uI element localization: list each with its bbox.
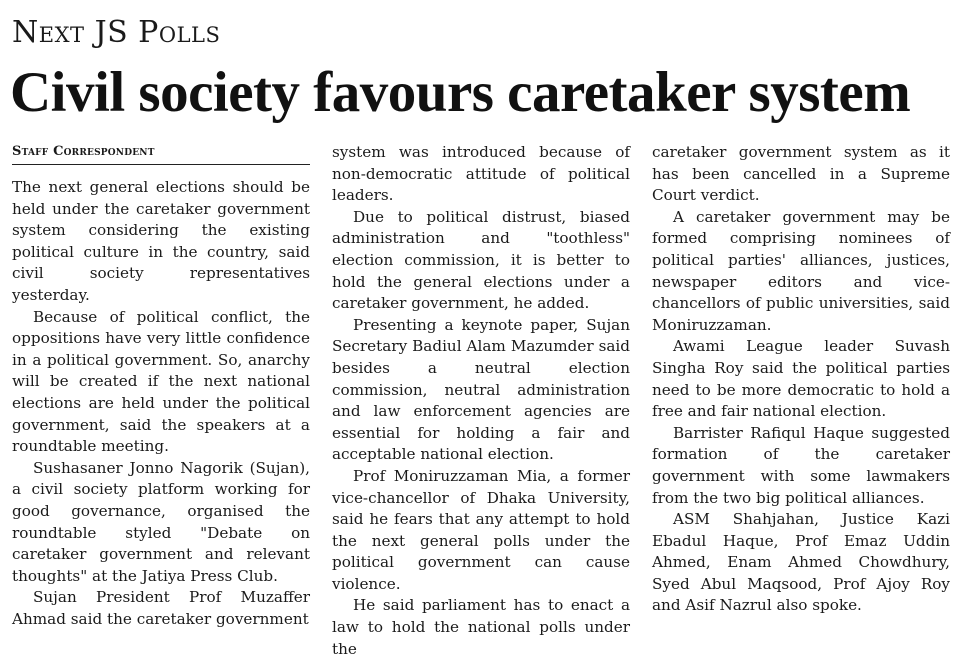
body-paragraph: Because of political conflict, the oppositions have very little confidence in a political government. So, anarchy will be created if the next national elections are held under the political government, said the speakers at a roundtable meeting. <box>12 307 310 456</box>
article-headline: Civil society favours caretaker system <box>10 61 911 124</box>
body-paragraph: Barrister Rafiqul Haque suggested formation of the caretaker government with some lawmakers from the two big political alliances. <box>652 423 950 507</box>
body-paragraph: caretaker government system as it has been cancelled in a Supreme Court verdict. <box>652 143 950 205</box>
body-paragraph: Presenting a keynote paper, Sujan Secretary Badiul Alam Mazumder said besides a neutral election commission, neutral administration and law enforcement agencies are essential for holding a fair and acceptable national election. <box>332 315 630 464</box>
body-paragraph: He said parliament has to enact a law to hold the national polls under the <box>332 596 630 658</box>
byline: Staff Correspondent <box>12 142 310 165</box>
body-paragraph: Due to political distrust, biased administration and "toothless" election commission, it is better to hold the general elections under a caretaker government, he added. <box>332 207 630 313</box>
body-paragraph: Sushasaner Jonno Nagorik (Sujan), a civil society platform working for good governance, organised the roundtable styled "Debate on caretaker government and relevant thoughts" at the Jatiya Press Club. <box>12 458 310 585</box>
body-paragraph: ASM Shahjahan, Justice Kazi Ebadul Haque, Prof Emaz Uddin Ahmed, Enam Ahmed Chowdhury, Syed Abul Maqsood, Prof Ajoy Roy and Asif Nazrul also spoke. <box>652 510 950 615</box>
body-paragraph: Awami League leader Suvash Singha Roy said the political parties need to be more democratic to hold a free and fair national election. <box>652 337 950 421</box>
body-paragraph: Sujan President Prof Muzaffer Ahmad said the caretaker government <box>12 588 310 628</box>
article-column-3 <box>652 142 950 617</box>
article-column-1 <box>12 142 310 630</box>
article-column-2 <box>332 142 630 660</box>
body-paragraph: Prof Moniruzzaman Mia, a former vice-chancellor of Dhaka University, said he fears that any attempt to hold the next general polls under the political government can cause violence. <box>332 466 630 593</box>
body-paragraph: A caretaker government may be formed comprising nominees of political parties' alliances, justices, newspaper editors and vice-chancellors of public universities, said Moniruzzaman. <box>652 207 950 334</box>
body-paragraph: system was introduced because of non-democratic attitude of political leaders. <box>332 143 630 205</box>
body-paragraph: The next general elections should be held under the caretaker government system considering the existing political culture in the country, said civil society representatives yesterday. <box>12 178 310 304</box>
article-kicker: Next JS Polls <box>12 15 221 50</box>
